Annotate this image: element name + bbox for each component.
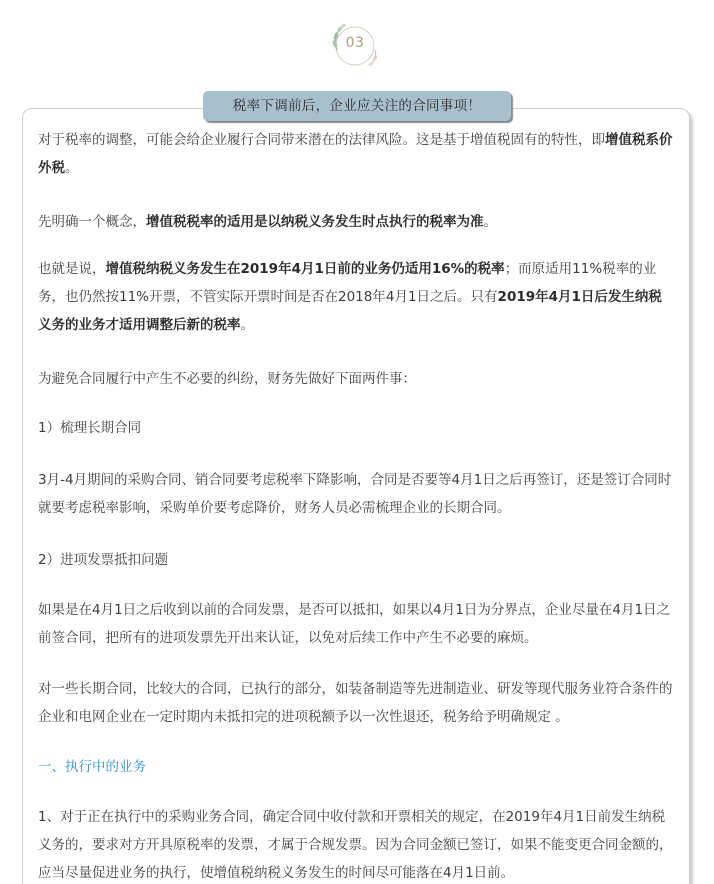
section-heading-ongoing: 一、执行中的业务	[38, 759, 146, 775]
article-title: 税率下调前后，企业应关注的合同事项！	[203, 91, 511, 121]
heading-long-term-contracts: 1）梳理长期合同	[38, 420, 142, 436]
paragraph-intro: 对于税率的调整，可能会给企业履行合同带来潜在的法律风险。这是基于增值税固有的特性，即增值税系价外税。	[38, 132, 673, 176]
paragraph-long-term-contracts: 3月-4月期间的采购合同、销合同要考虑税率下降影响，合同是否要等4月1日之后再签订，还是签订合同时就要考虑税率影响，采购单价要考虑降价，财务人员必需梳理企业的长期合同。	[38, 472, 672, 516]
paragraph-ongoing-purchase: 1、对于正在执行中的采购业务合同，确定合同中收付款和开票相关的规定，在2019年4月1日前发生纳税义务的，要求对方开具原税率的发票，才属于合规发票。因为合同金额已签订，如果不能变更合同金额的，应当尽量促进业务的执行，使增值税纳税义务发生的时间尽可能落在4月1日前。	[38, 809, 673, 881]
section-number: 03	[345, 35, 365, 51]
paragraph-two-tasks: 为避免合同履行中产生不必要的纠纷，财务先做好下面两件事：	[38, 371, 416, 387]
paragraph-input-invoice: 如果是在4月1日之后收到以前的合同发票，是否可以抵扣，如果以4月1日为分界点，企业尽量在4月1日之前签合同，把所有的进项发票先开出来认证，以免对后续工作中产生不必要的麻烦。	[38, 602, 671, 646]
paragraph-refund: 对一些长期合同，比较大的合同，已执行的部分，如装备制造等先进制造业、研发等现代服务业符合条件的企业和电网企业在一定时期内未抵扣完的进项税额予以一次性退还，税务给予明确规定 。	[38, 681, 673, 725]
paragraph-concept: 先明确一个概念，增值税税率的适用是以纳税义务发生时点执行的税率为准。	[38, 214, 497, 230]
heading-input-invoice: 2）进项发票抵扣问题	[38, 552, 169, 568]
section-number-badge	[329, 20, 381, 70]
paragraph-explanation: 也就是说，增值税纳税义务发生在2019年4月1日前的业务仍适用16%的税率；而原适用11%税率的业务，也仍然按11%开票，不管实际开票时间是否在2018年4月1日之后。只有2019年4月1日后发生纳税义务的业务才适用调整后新的税率。	[38, 261, 662, 333]
